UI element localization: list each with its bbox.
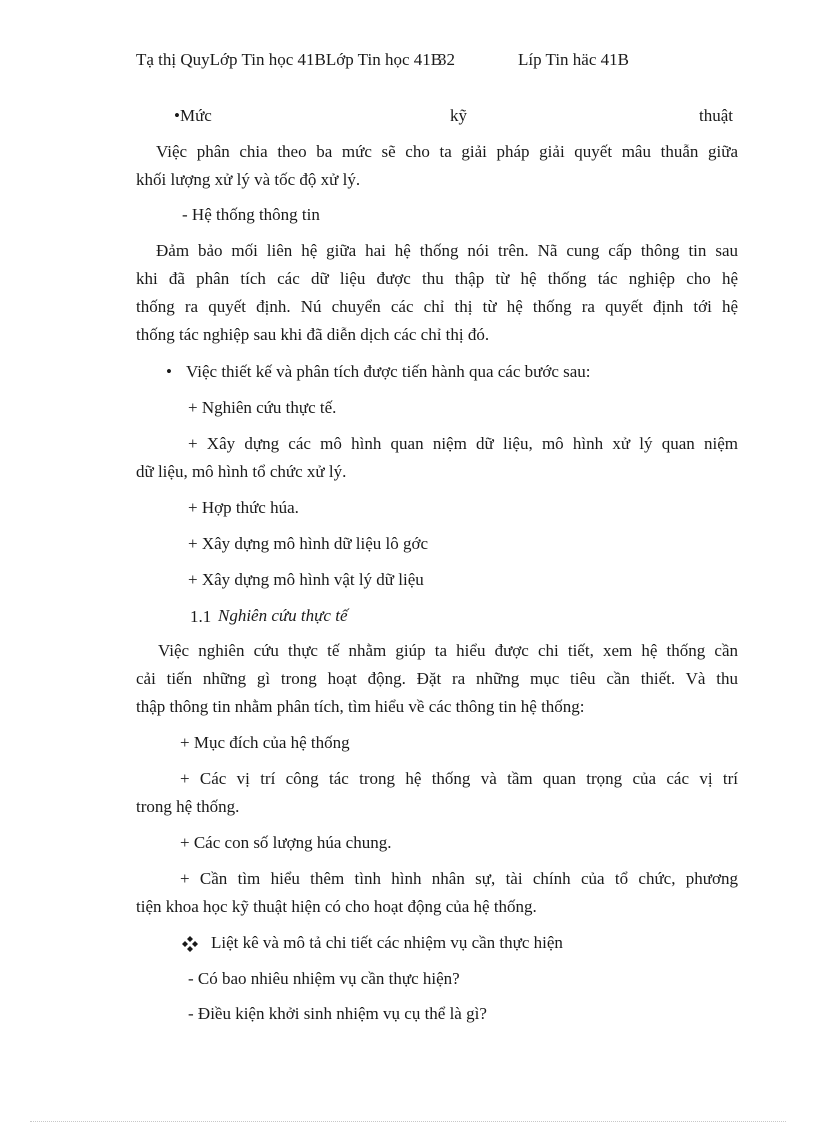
question-item: - Có bao nhiêu nhiệm vụ cần thực hiện? — [188, 969, 460, 988]
filled-circle-bullet-icon: • — [166, 362, 172, 381]
section-number: 1.1 — [190, 607, 212, 626]
step-item: + Nghiên cứu thực tế. — [188, 398, 337, 417]
list-item-continuation: trong hệ thống. — [136, 797, 240, 816]
thuat-word: thuật — [699, 106, 733, 125]
step-item: + Xây dựng mô hình dữ liệu lô gớc — [188, 534, 429, 553]
dash-item-he-thong-thong-tin: - Hệ thống thông tin — [182, 205, 320, 224]
paragraph-line: thập thông tin nhằm phân tích, tìm hiểu về các thông tin hệ thống: — [136, 697, 585, 716]
paragraph-line: khối lượng xử lý và tốc độ xử lý. — [136, 170, 361, 189]
paragraph-line: Việc phân chia theo ba mức sẽ cho ta giải pháp giải quyết mâu thuẫn giữa — [156, 142, 738, 161]
bullet-text: Việc thiết kế và phân tích được tiến hành qua các bước sau: — [186, 362, 591, 381]
bullet-muc-word: •Mức — [174, 106, 212, 125]
paragraph-line: thống tác nghiệp sau khi đã diễn dịch các chỉ thị đó. — [136, 325, 490, 344]
step-item-continuation: dữ liệu, mô hình tổ chức xử lý. — [136, 462, 347, 481]
ky-word: kỹ — [450, 106, 467, 125]
step-item: + Hợp thức húa. — [188, 498, 299, 517]
header-class-text: Líp Tin häc 41B — [518, 50, 629, 69]
header-running-text: Tạ thị QuyLớp Tin học 41BLớp Tin học 41B — [136, 50, 443, 69]
paragraph-line: Việc nghiên cứu thực tế nhằm giúp ta hiểu được chi tiết, xem hệ thống cần — [158, 641, 738, 660]
paragraph-line: Đảm bảo mối liên hệ giữa hai hệ thống nói trên. Nã cung cấp thông tin sau — [156, 241, 738, 260]
step-item: + Xây dựng các mô hình quan niệm dữ liệu, mô hình xử lý quan niệm — [188, 434, 738, 453]
list-item: + Các con số lượng húa chung. — [180, 833, 392, 852]
list-item: + Các vị trí công tác trong hệ thống và tầm quan trọng của các vị trí — [180, 769, 738, 788]
list-item: + Mục đích của hệ thống — [180, 733, 350, 752]
list-item: + Cần tìm hiểu thêm tình hình nhân sự, tài chính của tổ chức, phương — [180, 869, 738, 888]
footer-dotted-rule — [30, 1121, 786, 1122]
four-diamond-bullet-icon — [182, 933, 198, 953]
list-item-continuation: tiện khoa học kỹ thuật hiện có cho hoạt động của hệ thống. — [136, 897, 537, 916]
paragraph-line: thống ra quyết định. Nú chuyển các chỉ thị từ hệ thống ra quyết định tới hệ — [136, 297, 738, 316]
paragraph-line: khi đã phân tích các dữ liệu được thu thập từ hệ thống tác nghiệp cho hệ — [136, 269, 738, 288]
step-item: + Xây dựng mô hình vật lý dữ liệu — [188, 570, 424, 589]
diamond-item-text: Liệt kê và mô tả chi tiết các nhiệm vụ cần thực hiện — [211, 933, 563, 952]
question-item: - Điều kiện khởi sinh nhiệm vụ cụ thể là gì? — [188, 1004, 487, 1023]
paragraph-line: cải tiến những gì trong hoạt động. Đặt ra những mục tiêu cần thiết. Và thu — [136, 669, 738, 688]
section-title: Nghiên cứu thực tế — [218, 606, 348, 625]
header-page-number: 32 — [438, 50, 455, 69]
